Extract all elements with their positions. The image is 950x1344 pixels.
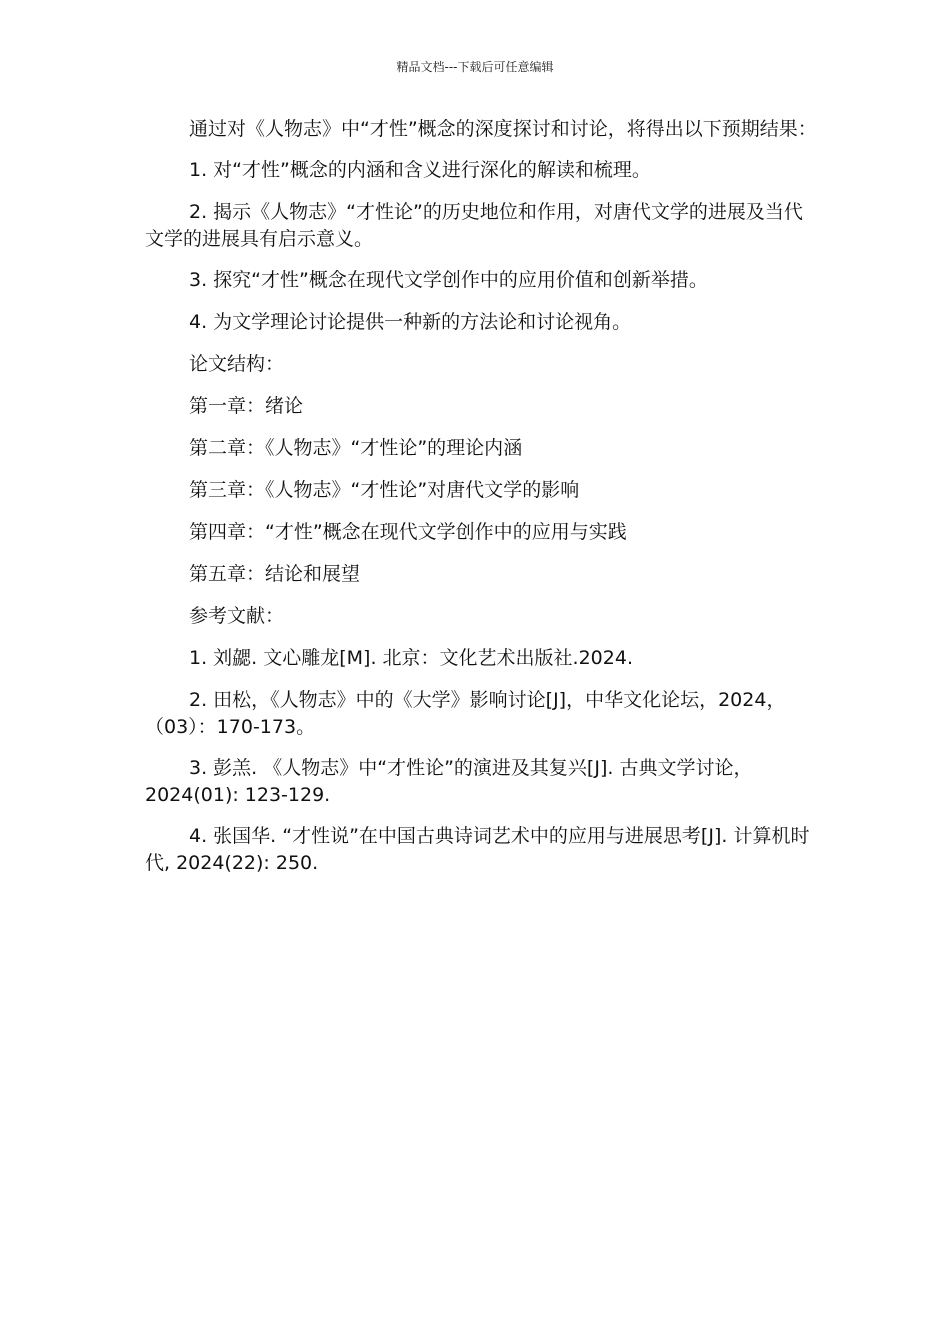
reference-item: 1. 刘勰. 文心雕龙[M]. 北京：文化艺术出版社.2024. — [189, 647, 633, 669]
chapter-item: 第三章：《人物志》“才性论”对唐代文学的影响 — [189, 479, 580, 501]
reference-item: 4. 张国华. “才性说”在中国古典诗词艺术中的应用与进展思考[J]. 计算机时代, 2024(22): 250. — [145, 825, 810, 874]
chapter-item: 第五章：结论和展望 — [189, 563, 361, 585]
structure-heading: 论文结构： — [189, 353, 285, 375]
reference-item: 3. 彭羔. 《人物志》中“才性论”的演进及其复兴[J]. 古典文学讨论，2024(01): 123-129. — [145, 757, 753, 806]
page-header: 精品文档---下载后可任意编辑 — [396, 60, 554, 74]
reference-item: 2. 田松，《人物志》中的《大学》影响讨论[J]，中华文化论坛，2024，（03）：170-173。 — [145, 689, 786, 738]
expected-result-item: 1. 对“才性”概念的内涵和含义进行深化的解读和梳理。 — [189, 159, 651, 181]
chapter-item: 第四章：“才性”概念在现代文学创作中的应用与实践 — [189, 521, 627, 543]
expected-result-item: 2. 揭示《人物志》“才性论”的历史地位和作用，对唐代文学的进展及当代文学的进展具有启示意义。 — [145, 201, 803, 250]
expected-result-item: 3. 探究“才性”概念在现代文学创作中的应用价值和创新举措。 — [189, 269, 708, 291]
chapter-item: 第二章：《人物志》“才性论”的理论内涵 — [189, 437, 523, 459]
expected-result-item: 4. 为文学理论讨论提供一种新的方法论和讨论视角。 — [189, 311, 632, 333]
intro-paragraph: 通过对《人物志》中“才性”概念的深度探讨和讨论，将得出以下预期结果： — [189, 118, 817, 140]
references-heading: 参考文献： — [189, 605, 285, 627]
chapter-item: 第一章：绪论 — [189, 395, 304, 417]
document-body — [145, 116, 820, 891]
